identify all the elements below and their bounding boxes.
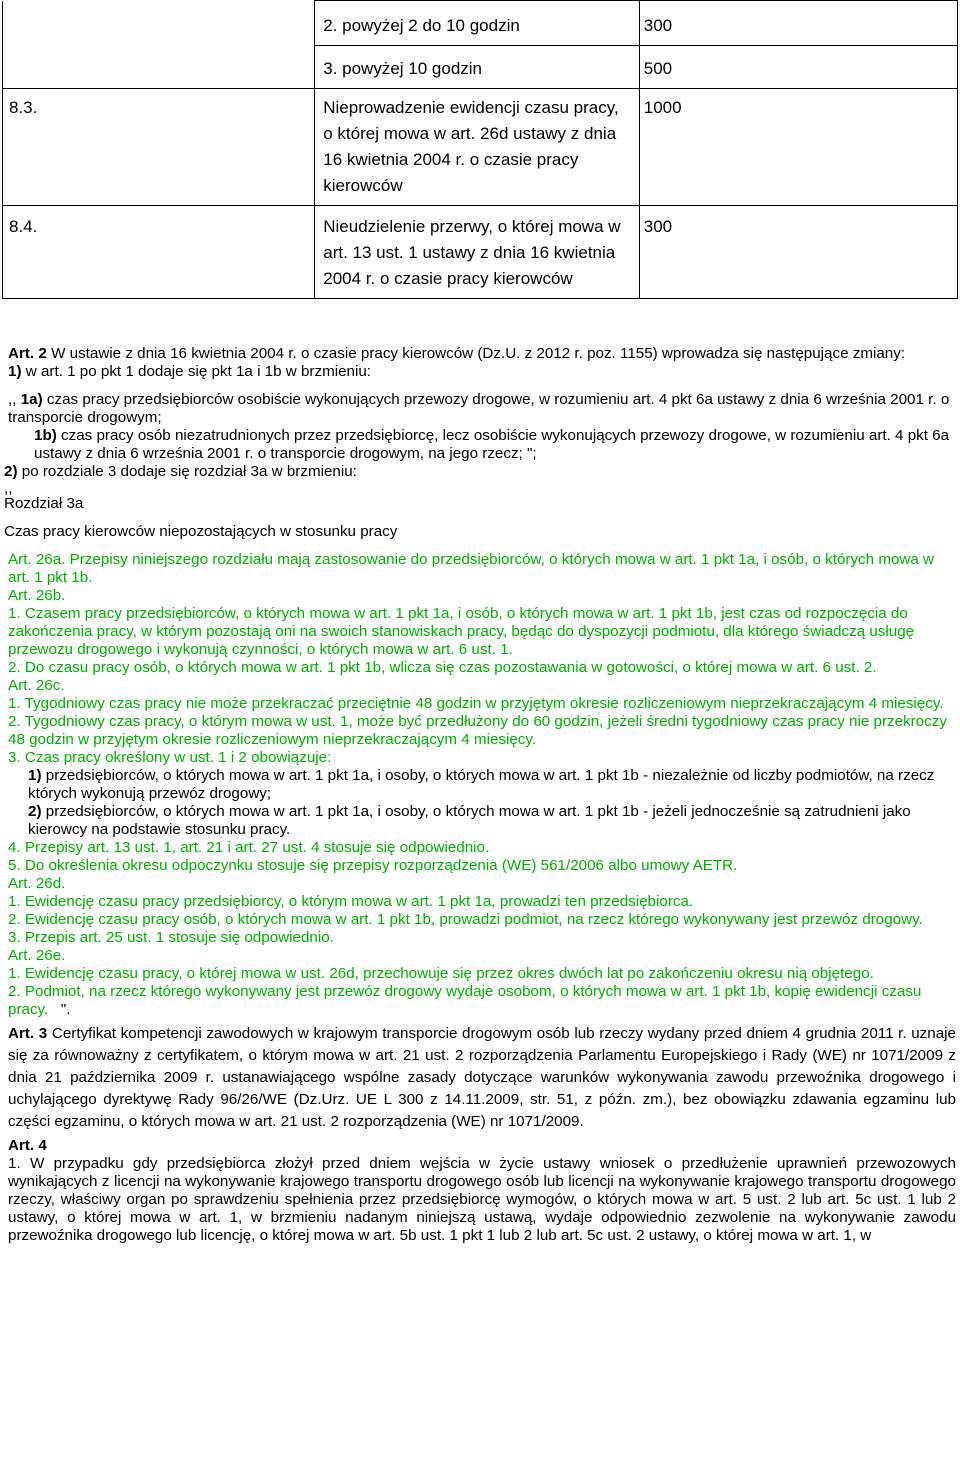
art26c-ust2: 2. Tygodniowy czas pracy, o którym mowa w ust. 1, może być przedłużony do 60 godzin, jeżeli średni tygodniowy czas pracy nie przekroczy 48 godzin w przyjętym okresie rozliczeniowym nieprzekraczającym 4 miesięcy. [8, 713, 947, 748]
table-cell-description: 2. powyżej 2 do 10 godzin [315, 1, 640, 46]
art2-point-2: 2) po rozdziale 3 dodaje się rozdział 3a w brzmieniu: [4, 463, 357, 480]
list-item: 2) przedsiębiorców, o których mowa w art. 1 pkt 1a, i osoby, o których mowa w art. 1 pkt 1b - jeżeli jednocześnie są zatrudnieni jako kierowcy na podstawie stosunku pracy. [28, 803, 911, 838]
art2-point-1a: ,, 1a) czas pracy przedsiębiorców osobiście wykonujących przewozy drogowe, w rozumieniu art. 4 pkt 6a ustawy z dnia 6 września 2001 r. o transporcie drogowym; [8, 391, 950, 426]
art26c-ust3: 3. Czas pracy określony w ust. 1 i 2 obowiązuje: [8, 749, 332, 766]
art26e-ust2: 2. Podmiot, na rzecz którego wykonywany jest przewóz drogowy wydaje osobom, o których mowa w art. 1 pkt 1b, kopię ewidencji czasu pracy. ". [8, 983, 922, 1018]
table-cell-description: Nieprowadzenie ewidencji czasu pracy, o której mowa w art. 26d ustawy z dnia 16 kwietnia 2004 r. o czasie pracy kierowców [315, 89, 640, 206]
table-row [3, 46, 958, 89]
art26b-ust2: 2. Do czasu pracy osób, o których mowa w art. 1 pkt 1b, wlicza się czas pozostawania w gotowości, o której mowa w art. 6 ust. 2. [8, 659, 877, 676]
penalty-table [2, 0, 958, 299]
art4-heading: Art. 4 [8, 1137, 47, 1154]
art26c-ust4: 4. Przepisy art. 13 ust. 1, art. 21 i art. 27 ust. 4 stosuje się odpowiednio. [8, 839, 490, 856]
table-cell-amount: 1000 [639, 89, 957, 206]
table-cell-amount: 500 [639, 46, 957, 89]
art26c-ust5: 5. Do określenia okresu odpoczynku stosuje się przepisy rozporządzenia (WE) 561/2006 albo umowy AETR. [8, 857, 738, 874]
art26d-ust3: 3. Przepis art. 25 ust. 1 stosuje się odpowiednio. [8, 929, 334, 946]
art26c-ust1: 1. Tygodniowy czas pracy nie może przekraczać przeciętnie 48 godzin w przyjętym okresie rozliczeniowym nieprzekraczającym 4 miesięcy. [8, 695, 944, 712]
art26e-ust1: 1. Ewidencję czasu pracy, o której mowa w ust. 26d, przechowuje się przez okres dwóch lat po zakończeniu okresu nią objętego. [8, 965, 874, 982]
art26b-heading: Art. 26b. [8, 587, 66, 604]
art26c-heading: Art. 26c. [8, 677, 65, 694]
art26d-ust1: 1. Ewidencję czasu pracy przedsiębiorcy, o którym mowa w art. 1 pkt 1a, prowadzi ten przedsiębiorca. [8, 893, 694, 910]
chapter-title: Czas pracy kierowców niepozostających w stosunku pracy [4, 523, 398, 540]
art26d-heading: Art. 26d. [8, 875, 66, 892]
chapter-3a-body-cont [4, 839, 956, 1019]
table-row [3, 89, 958, 206]
chapter-3a-body [4, 551, 956, 767]
table-cell-amount: 300 [639, 206, 957, 299]
art26e-heading: Art. 26e. [8, 947, 66, 964]
table-cell-number: 8.4. [3, 206, 315, 299]
table-cell-number [3, 1, 315, 46]
art2-intro: Art. 2 W ustawie z dnia 16 kwietnia 2004 r. o czasie pracy kierowców (Dz.U. z 2012 r. poz. 1155) wprowadza się następujące zmiany: [8, 345, 906, 362]
art2-point-1: 1) w art. 1 po pkt 1 dodaje się pkt 1a i 1b w brzmieniu: [8, 363, 372, 380]
table-row [3, 206, 958, 299]
table-cell-number [3, 46, 315, 89]
list-item: 1) przedsiębiorców, o których mowa w art. 1 pkt 1a, i osoby, o których mowa w art. 1 pkt 1b - niezależnie od liczby podmiotów, na rzecz których wykonują przewóz drogowy; [28, 767, 935, 802]
art3: Art. 3 Certyfikat kompetencji zawodowych w krajowym transporcie drogowym osób lub rzeczy wydany przed dniem 4 grudnia 2011 r. uznaje się za równoważny z certyfikatem, o którym mowa w art. 21 ust. 2 rozporządzenia Parlamentu Europejskiego i Rady (WE) nr 1071/2009 z dnia 21 października 2009 r. ustanawiającego wspólne zasady dotyczące warunków wykonywania zawodu przewoźnika drogowego i uchylającego dyrektywę Rady 96/26/WE (Dz.Urz. UE L 300 z 14.11.2009, str. 51, z późn. zm.), bez obowiązku zdawania egzaminu lub części egzaminu, o których mowa w art. 21 ust. 2 rozporządzenia (WE) nr 1071/2009. [8, 1025, 956, 1130]
art26d-ust2: 2. Ewidencję czasu pracy osób, o których mowa w art. 1 pkt 1b, prowadzi podmiot, na rzecz którego wykonywany jest przewóz drogowy. [8, 911, 923, 928]
table-row [3, 1, 958, 46]
chapter-heading: Rozdział 3a [4, 495, 84, 512]
quote-open-mark: ,, [4, 480, 13, 497]
art26a: Art. 26a. Przepisy niniejszego rozdziału mają zastosowanie do przedsiębiorców, o których mowa w art. 1 pkt 1a, i osób, o których mowa w art. 1 pkt 1b. [8, 551, 935, 586]
table-cell-amount: 300 [639, 1, 957, 46]
table-cell-number: 8.3. [3, 89, 315, 206]
art4-ust1: 1. W przypadku gdy przedsiębiorca złożył przed dniem wejścia w życie ustawy wniosek o przedłużenie uprawnień przewozowych wynikających z licencji na wykonywanie krajowego transportu drogowego osób lub licencji na wykonywanie krajowego transportu drogowego rzeczy, właściwy organ po sprawdzeniu spełnienia przez przedsiębiorcę wymogów, o których mowa w art. 5 ust. 2 lub art. 5c ust. 1 lub 2 ustawy, o której mowa w art. 1, w brzmieniu nadanym niniejszą ustawą, wydaje odpowiednio zezwolenie na wykonywanie zawodu przewoźnika drogowego lub licencję, o której mowa w art. 5b ust. 1 pkt 1 lub 2 lub art. 5c ust. 2 ustawy, o której mowa w art. 1, w [8, 1155, 956, 1244]
art2-point-1b: 1b) czas pracy osób niezatrudnionych przez przedsiębiorcę, lecz osobiście wykonujących przewozy drogowe, w rozumieniu art. 4 pkt 6a ustawy z dnia 6 września 2001 r. o transporcie drogowym, na jego rzecz; "; [34, 427, 950, 462]
table-cell-description: Nieudzielenie przerwy, o której mowa w art. 13 ust. 1 ustawy z dnia 16 kwietnia 2004 r. o czasie pracy kierowców [315, 206, 640, 299]
legal-text [4, 345, 956, 1245]
art26b-ust1: 1. Czasem pracy przedsiębiorców, o których mowa w art. 1 pkt 1a, i osób, o których mowa w art. 1 pkt 1b, jest czas od rozpoczęcia do zakończenia pracy, w którym pozostają oni na swoich stanowiskach pracy, będąc do dyspozycji podmiotu, dla którego świadczą usługę przewozu drogowego i wykonują czynności, o których mowa w art. 6 ust. 1. [8, 605, 915, 658]
table-cell-description: 3. powyżej 10 godzin [315, 46, 640, 89]
